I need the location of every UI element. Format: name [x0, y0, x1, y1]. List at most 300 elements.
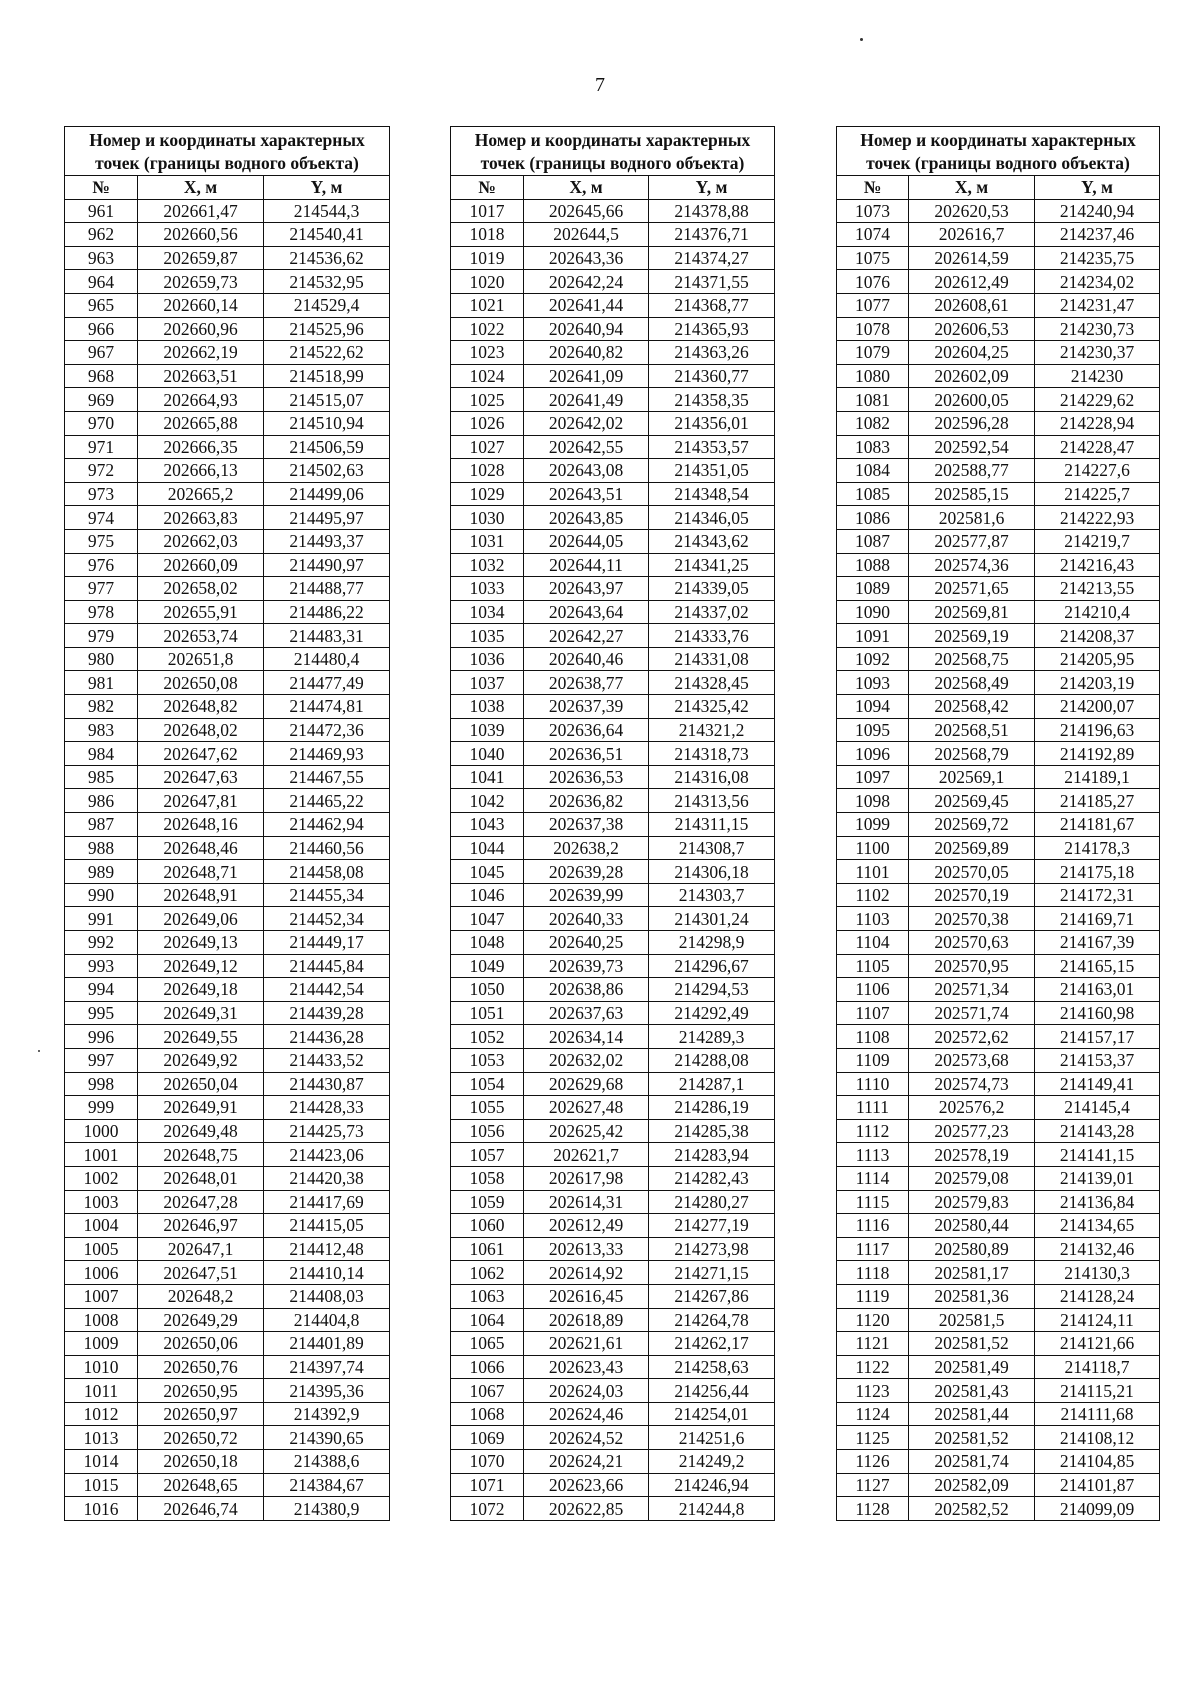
x-coordinate: 202570,95	[909, 954, 1035, 978]
table-row	[65, 1190, 390, 1214]
point-number: 1062	[451, 1261, 524, 1285]
y-coordinate: 214296,67	[649, 954, 775, 978]
x-coordinate: 202643,85	[524, 506, 649, 530]
point-number: 1026	[451, 411, 524, 435]
point-number: 990	[65, 883, 138, 907]
table-row	[65, 860, 390, 884]
y-coordinate: 214108,12	[1035, 1426, 1160, 1450]
table-row	[451, 1379, 775, 1403]
point-number: 986	[65, 789, 138, 813]
point-number: 1036	[451, 647, 524, 671]
y-coordinate: 214200,07	[1035, 695, 1160, 719]
x-coordinate: 202648,91	[138, 883, 264, 907]
point-number: 1097	[837, 765, 909, 789]
y-coordinate: 214415,05	[264, 1214, 390, 1238]
point-number: 1016	[65, 1497, 138, 1521]
table-row	[65, 270, 390, 294]
table-row	[451, 907, 775, 931]
coordinate-tables	[0, 126, 1200, 1646]
point-number: 1075	[837, 246, 909, 270]
point-number: 1070	[451, 1450, 524, 1474]
table-row	[451, 789, 775, 813]
x-coordinate: 202649,48	[138, 1119, 264, 1143]
table-row	[451, 1048, 775, 1072]
y-coordinate: 214465,22	[264, 789, 390, 813]
x-coordinate: 202570,19	[909, 883, 1035, 907]
point-number: 971	[65, 435, 138, 459]
x-coordinate: 202640,94	[524, 317, 649, 341]
x-coordinate: 202569,19	[909, 624, 1035, 648]
table-row	[451, 435, 775, 459]
x-coordinate: 202648,16	[138, 813, 264, 837]
y-coordinate: 214388,6	[264, 1450, 390, 1474]
column-header-y: Y, м	[264, 176, 390, 200]
x-coordinate: 202617,98	[524, 1166, 649, 1190]
x-coordinate: 202612,49	[524, 1214, 649, 1238]
table-row	[837, 954, 1160, 978]
y-coordinate: 214099,09	[1035, 1497, 1160, 1521]
table-row	[451, 954, 775, 978]
table-row	[451, 1214, 775, 1238]
table-row	[837, 577, 1160, 601]
x-coordinate: 202621,7	[524, 1143, 649, 1167]
point-number: 1113	[837, 1143, 909, 1167]
y-coordinate: 214318,73	[649, 742, 775, 766]
x-coordinate: 202649,31	[138, 1001, 264, 1025]
point-number: 1022	[451, 317, 524, 341]
x-coordinate: 202600,05	[909, 388, 1035, 412]
point-number: 1057	[451, 1143, 524, 1167]
table-row	[837, 671, 1160, 695]
point-number: 1000	[65, 1119, 138, 1143]
point-number: 1014	[65, 1450, 138, 1474]
table-row	[65, 553, 390, 577]
table-row	[837, 388, 1160, 412]
point-number: 1109	[837, 1048, 909, 1072]
y-coordinate: 214169,71	[1035, 907, 1160, 931]
table-row	[837, 553, 1160, 577]
table-row	[65, 883, 390, 907]
point-number: 1067	[451, 1379, 524, 1403]
x-coordinate: 202569,1	[909, 765, 1035, 789]
table-row	[837, 742, 1160, 766]
point-number: 974	[65, 506, 138, 530]
x-coordinate: 202569,45	[909, 789, 1035, 813]
y-coordinate: 214493,37	[264, 529, 390, 553]
x-coordinate: 202642,27	[524, 624, 649, 648]
y-coordinate: 214231,47	[1035, 293, 1160, 317]
point-number: 1034	[451, 600, 524, 624]
table-row	[837, 883, 1160, 907]
y-coordinate: 214522,62	[264, 341, 390, 365]
table-row	[837, 1379, 1160, 1403]
x-coordinate: 202581,17	[909, 1261, 1035, 1285]
x-coordinate: 202568,79	[909, 742, 1035, 766]
point-number: 972	[65, 459, 138, 483]
column-header-number: №	[451, 176, 524, 200]
point-number: 1039	[451, 718, 524, 742]
y-coordinate: 214331,08	[649, 647, 775, 671]
y-coordinate: 214258,63	[649, 1355, 775, 1379]
x-coordinate: 202649,29	[138, 1308, 264, 1332]
y-coordinate: 214325,42	[649, 695, 775, 719]
x-coordinate: 202643,36	[524, 246, 649, 270]
y-coordinate: 214477,49	[264, 671, 390, 695]
point-number: 1005	[65, 1237, 138, 1261]
x-coordinate: 202614,59	[909, 246, 1035, 270]
table-row	[451, 647, 775, 671]
x-coordinate: 202636,82	[524, 789, 649, 813]
x-coordinate: 202580,89	[909, 1237, 1035, 1261]
point-number: 1087	[837, 529, 909, 553]
point-number: 1058	[451, 1166, 524, 1190]
table-row	[65, 695, 390, 719]
x-coordinate: 202660,96	[138, 317, 264, 341]
point-number: 1023	[451, 341, 524, 365]
table-row	[451, 671, 775, 695]
x-coordinate: 202643,08	[524, 459, 649, 483]
x-coordinate: 202638,77	[524, 671, 649, 695]
table-row	[837, 1001, 1160, 1025]
y-coordinate: 214192,89	[1035, 742, 1160, 766]
x-coordinate: 202666,35	[138, 435, 264, 459]
x-coordinate: 202645,66	[524, 199, 649, 223]
table-row	[451, 553, 775, 577]
point-number: 1116	[837, 1214, 909, 1238]
y-coordinate: 214185,27	[1035, 789, 1160, 813]
x-coordinate: 202647,51	[138, 1261, 264, 1285]
x-coordinate: 202648,82	[138, 695, 264, 719]
point-number: 1085	[837, 482, 909, 506]
x-coordinate: 202581,52	[909, 1426, 1035, 1450]
y-coordinate: 214506,59	[264, 435, 390, 459]
x-coordinate: 202650,97	[138, 1402, 264, 1426]
y-coordinate: 214124,11	[1035, 1308, 1160, 1332]
table-row	[65, 1119, 390, 1143]
table-row	[837, 836, 1160, 860]
y-coordinate: 214115,21	[1035, 1379, 1160, 1403]
column-header-x: X, м	[524, 176, 649, 200]
x-coordinate: 202581,74	[909, 1450, 1035, 1474]
y-coordinate: 214216,43	[1035, 553, 1160, 577]
x-coordinate: 202581,6	[909, 506, 1035, 530]
table-row	[837, 978, 1160, 1002]
y-coordinate: 214525,96	[264, 317, 390, 341]
y-coordinate: 214428,33	[264, 1096, 390, 1120]
y-coordinate: 214230	[1035, 364, 1160, 388]
table-row	[65, 789, 390, 813]
table-row	[65, 1426, 390, 1450]
y-coordinate: 214445,84	[264, 954, 390, 978]
table-row	[451, 1001, 775, 1025]
y-coordinate: 214287,1	[649, 1072, 775, 1096]
point-number: 1112	[837, 1119, 909, 1143]
table-row	[65, 813, 390, 837]
x-coordinate: 202663,51	[138, 364, 264, 388]
y-coordinate: 214227,6	[1035, 459, 1160, 483]
x-coordinate: 202660,09	[138, 553, 264, 577]
y-coordinate: 214196,63	[1035, 718, 1160, 742]
x-coordinate: 202571,65	[909, 577, 1035, 601]
point-number: 1020	[451, 270, 524, 294]
table-row	[65, 671, 390, 695]
point-number: 988	[65, 836, 138, 860]
point-number: 1083	[837, 435, 909, 459]
point-number: 1096	[837, 742, 909, 766]
y-coordinate: 214121,66	[1035, 1332, 1160, 1356]
table-row	[837, 246, 1160, 270]
point-number: 973	[65, 482, 138, 506]
table-row	[65, 482, 390, 506]
point-number: 1111	[837, 1096, 909, 1120]
y-coordinate: 214540,41	[264, 223, 390, 247]
table-row	[451, 246, 775, 270]
point-number: 1108	[837, 1025, 909, 1049]
y-coordinate: 214157,17	[1035, 1025, 1160, 1049]
point-number: 1048	[451, 931, 524, 955]
table-row	[837, 506, 1160, 530]
x-coordinate: 202637,39	[524, 695, 649, 719]
x-coordinate: 202576,2	[909, 1096, 1035, 1120]
x-coordinate: 202664,93	[138, 388, 264, 412]
table-row	[65, 223, 390, 247]
point-number: 1121	[837, 1332, 909, 1356]
point-number: 1072	[451, 1497, 524, 1521]
column-header-x: X, м	[909, 176, 1035, 200]
x-coordinate: 202623,66	[524, 1473, 649, 1497]
x-coordinate: 202663,83	[138, 506, 264, 530]
point-number: 1060	[451, 1214, 524, 1238]
x-coordinate: 202582,09	[909, 1473, 1035, 1497]
y-coordinate: 214420,38	[264, 1166, 390, 1190]
y-coordinate: 214285,38	[649, 1119, 775, 1143]
table-row	[65, 435, 390, 459]
y-coordinate: 214213,55	[1035, 577, 1160, 601]
point-number: 1052	[451, 1025, 524, 1049]
y-coordinate: 214376,71	[649, 223, 775, 247]
x-coordinate: 202647,28	[138, 1190, 264, 1214]
table-row	[451, 317, 775, 341]
y-coordinate: 214316,08	[649, 765, 775, 789]
y-coordinate: 214408,03	[264, 1284, 390, 1308]
x-coordinate: 202638,86	[524, 978, 649, 1002]
x-coordinate: 202649,55	[138, 1025, 264, 1049]
point-number: 1091	[837, 624, 909, 648]
table-row	[451, 1355, 775, 1379]
x-coordinate: 202624,46	[524, 1402, 649, 1426]
point-number: 1035	[451, 624, 524, 648]
point-number: 1013	[65, 1426, 138, 1450]
x-coordinate: 202581,52	[909, 1332, 1035, 1356]
point-number: 999	[65, 1096, 138, 1120]
y-coordinate: 214111,68	[1035, 1402, 1160, 1426]
y-coordinate: 214401,89	[264, 1332, 390, 1356]
table-row	[837, 718, 1160, 742]
y-coordinate: 214397,74	[264, 1355, 390, 1379]
x-coordinate: 202660,56	[138, 223, 264, 247]
x-coordinate: 202651,8	[138, 647, 264, 671]
y-coordinate: 214490,97	[264, 553, 390, 577]
point-number: 992	[65, 931, 138, 955]
x-coordinate: 202642,02	[524, 411, 649, 435]
x-coordinate: 202569,89	[909, 836, 1035, 860]
x-coordinate: 202616,7	[909, 223, 1035, 247]
table-row	[65, 1072, 390, 1096]
y-coordinate: 214442,54	[264, 978, 390, 1002]
y-coordinate: 214240,94	[1035, 199, 1160, 223]
x-coordinate: 202649,13	[138, 931, 264, 955]
table-row	[65, 742, 390, 766]
y-coordinate: 214356,01	[649, 411, 775, 435]
x-coordinate: 202642,55	[524, 435, 649, 459]
scan-speck	[860, 38, 863, 41]
point-number: 979	[65, 624, 138, 648]
y-coordinate: 214292,49	[649, 1001, 775, 1025]
y-coordinate: 214228,47	[1035, 435, 1160, 459]
y-coordinate: 214132,46	[1035, 1237, 1160, 1261]
y-coordinate: 214230,37	[1035, 341, 1160, 365]
x-coordinate: 202641,44	[524, 293, 649, 317]
y-coordinate: 214178,3	[1035, 836, 1160, 860]
point-number: 1101	[837, 860, 909, 884]
point-number: 965	[65, 293, 138, 317]
table-row	[837, 1308, 1160, 1332]
y-coordinate: 214286,19	[649, 1096, 775, 1120]
table-row	[451, 978, 775, 1002]
x-coordinate: 202581,43	[909, 1379, 1035, 1403]
table-row	[837, 789, 1160, 813]
y-coordinate: 214452,34	[264, 907, 390, 931]
table-row	[65, 1355, 390, 1379]
y-coordinate: 214308,7	[649, 836, 775, 860]
x-coordinate: 202569,81	[909, 600, 1035, 624]
table-row	[65, 1497, 390, 1521]
y-coordinate: 214339,05	[649, 577, 775, 601]
y-coordinate: 214321,2	[649, 718, 775, 742]
point-number: 1051	[451, 1001, 524, 1025]
table-row	[837, 624, 1160, 648]
x-coordinate: 202614,31	[524, 1190, 649, 1214]
point-number: 1010	[65, 1355, 138, 1379]
x-coordinate: 202636,53	[524, 765, 649, 789]
point-number: 1118	[837, 1261, 909, 1285]
y-coordinate: 214430,87	[264, 1072, 390, 1096]
y-coordinate: 214404,8	[264, 1308, 390, 1332]
point-number: 1038	[451, 695, 524, 719]
point-number: 963	[65, 246, 138, 270]
point-number: 1042	[451, 789, 524, 813]
table-row	[837, 529, 1160, 553]
x-coordinate: 202568,75	[909, 647, 1035, 671]
y-coordinate: 214313,56	[649, 789, 775, 813]
point-number: 1066	[451, 1355, 524, 1379]
x-coordinate: 202659,87	[138, 246, 264, 270]
table-row	[65, 246, 390, 270]
x-coordinate: 202642,24	[524, 270, 649, 294]
x-coordinate: 202637,38	[524, 813, 649, 837]
table-row	[65, 1450, 390, 1474]
table-row	[837, 1214, 1160, 1238]
table-row	[451, 270, 775, 294]
x-coordinate: 202641,09	[524, 364, 649, 388]
x-coordinate: 202643,97	[524, 577, 649, 601]
table-row	[451, 836, 775, 860]
table-row	[837, 1072, 1160, 1096]
table-row	[837, 1450, 1160, 1474]
x-coordinate: 202648,75	[138, 1143, 264, 1167]
x-coordinate: 202641,49	[524, 388, 649, 412]
table-row	[837, 223, 1160, 247]
table-row	[451, 624, 775, 648]
point-number: 978	[65, 600, 138, 624]
table-row	[451, 1497, 775, 1521]
point-number: 1018	[451, 223, 524, 247]
column-header-number: №	[65, 176, 138, 200]
table-row	[65, 647, 390, 671]
table-row	[65, 1379, 390, 1403]
y-coordinate: 214499,06	[264, 482, 390, 506]
y-coordinate: 214371,55	[649, 270, 775, 294]
point-number: 1063	[451, 1284, 524, 1308]
y-coordinate: 214351,05	[649, 459, 775, 483]
y-coordinate: 214474,81	[264, 695, 390, 719]
table-row	[65, 907, 390, 931]
y-coordinate: 214229,62	[1035, 388, 1160, 412]
table-row	[65, 199, 390, 223]
x-coordinate: 202571,74	[909, 1001, 1035, 1025]
point-number: 980	[65, 647, 138, 671]
x-coordinate: 202577,87	[909, 529, 1035, 553]
x-coordinate: 202636,64	[524, 718, 649, 742]
y-coordinate: 214467,55	[264, 765, 390, 789]
point-number: 1122	[837, 1355, 909, 1379]
point-number: 1041	[451, 765, 524, 789]
point-number: 1120	[837, 1308, 909, 1332]
x-coordinate: 202570,63	[909, 931, 1035, 955]
y-coordinate: 214374,27	[649, 246, 775, 270]
table-row	[837, 695, 1160, 719]
x-coordinate: 202579,83	[909, 1190, 1035, 1214]
x-coordinate: 202650,06	[138, 1332, 264, 1356]
y-coordinate: 214249,2	[649, 1450, 775, 1474]
y-coordinate: 214254,01	[649, 1402, 775, 1426]
y-coordinate: 214455,34	[264, 883, 390, 907]
x-coordinate: 202646,97	[138, 1214, 264, 1238]
table-row	[837, 931, 1160, 955]
y-coordinate: 214104,85	[1035, 1450, 1160, 1474]
y-coordinate: 214160,98	[1035, 1001, 1160, 1025]
x-coordinate: 202624,52	[524, 1426, 649, 1450]
table-row	[451, 1402, 775, 1426]
x-coordinate: 202640,25	[524, 931, 649, 955]
table-row	[65, 411, 390, 435]
point-number: 961	[65, 199, 138, 223]
x-coordinate: 202636,51	[524, 742, 649, 766]
x-coordinate: 202581,49	[909, 1355, 1035, 1379]
x-coordinate: 202649,06	[138, 907, 264, 931]
y-coordinate: 214210,4	[1035, 600, 1160, 624]
table-row	[451, 813, 775, 837]
y-coordinate: 214439,28	[264, 1001, 390, 1025]
y-coordinate: 214348,54	[649, 482, 775, 506]
point-number: 1056	[451, 1119, 524, 1143]
point-number: 1119	[837, 1284, 909, 1308]
y-coordinate: 214251,6	[649, 1426, 775, 1450]
x-coordinate: 202650,72	[138, 1426, 264, 1450]
table-row	[451, 860, 775, 884]
y-coordinate: 214360,77	[649, 364, 775, 388]
x-coordinate: 202622,85	[524, 1497, 649, 1521]
